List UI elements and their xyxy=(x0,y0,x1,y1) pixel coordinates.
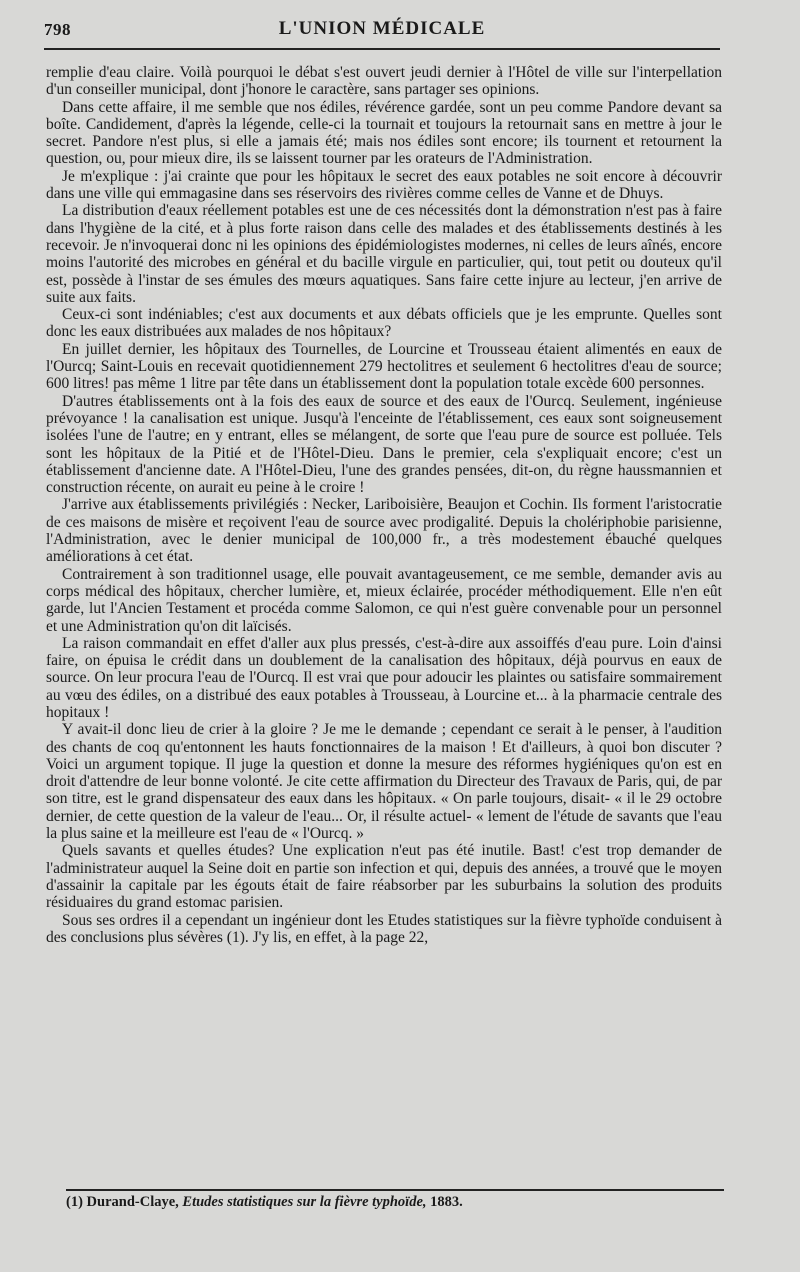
page-number: 798 xyxy=(44,20,71,39)
footnote-marker: (1) xyxy=(66,1194,83,1210)
footnote-author: Durand-Claye, xyxy=(86,1194,179,1210)
paragraph: Je m'explique : j'ai crainte que pour les hôpitaux le secret des eaux potables ne soit encore à découvrir dans une ville qui emmagasine dans ses réservoirs des rivières comme celles de Vanne et de Dhuys. xyxy=(46,167,722,203)
footnote xyxy=(66,1194,726,1211)
paragraph: Sous ses ordres il a cependant un ingénieur dont les Etudes statistiques sur la fièvre typhoïde conduisent à des conclusions plus sévères (1). J'y lis, en effet, à la page 22, xyxy=(46,911,722,946)
paragraph: Dans cette affaire, il me semble que nos édiles, révérence gardée, sont un peu comme Pandore devant sa boîte. Candidement, d'après la légende, celle-ci la tournait et toujours la retournait sans en mettre à jour le secret. Pandore n'est plus, si elle a jamais été; mais nos édiles sont encore; ils tournent et retournent la question, ou, pour mieux dire, ils se laissent tourner par les orateurs de l'Administration. xyxy=(46,98,722,168)
header-rule xyxy=(44,48,720,50)
page-header xyxy=(44,16,720,46)
footnote-title: Etudes statistiques sur la fièvre typhoïde, xyxy=(182,1194,427,1210)
paragraph: Ceux-ci sont indéniables; c'est aux documents et aux débats officiels que je les emprunte. Quelles sont donc les eaux distribuées aux malades de nos hôpitaux? xyxy=(46,306,722,341)
footnote-rule xyxy=(66,1189,724,1191)
paragraph: La raison commandait en effet d'aller aux plus pressés, c'est-à-dire aux assoiffés d'eau pure. Loin d'ainsi faire, on épuisa le crédit dans un doublement de la canalisation des hôpitaux, déjà pourvus en eaux de source. On leur procura l'eau de l'Ourcq. Il est vrai que pour adoucir les plaintes ou satisfaire sommairement au vœu des édiles, on a distribué des eaux potables à Trousseau, à Lourcine et... à la pharmacie centrale des hopitaux ! xyxy=(46,634,722,721)
paragraph: En juillet dernier, les hôpitaux des Tournelles, de Lourcine et Trousseau étaient alimentés en eaux de l'Ourcq; Saint-Louis en recevait quotidiennement 279 hectolitres et seulement 6 hectolitres d'eau de source; 600 litres! pas même 1 litre par tête dans un établissement dont la population totale excède 600 personnes. xyxy=(46,340,722,393)
running-title: L'UNION MÉDICALE xyxy=(278,18,486,39)
paragraph: Quels savants et quelles études? Une explication n'eut pas été inutile. Bast! c'est trop demander de l'administrateur auquel la Seine doit en partie son infection et qui, depuis des années, a trouvé que le moyen d'assainir la capitale par les égouts était de faire réabsorber par les suburbains la solution des produits résiduaires du grand estomac parisien. xyxy=(46,842,722,912)
article-body xyxy=(46,64,722,946)
paragraph: Contrairement à son traditionnel usage, elle pouvait avantageusement, ce me semble, demander avis au corps médical des hôpitaux, chercher lumière, et, mieux éclairée, procéder méthodiquement. Elle n'en eût garde, lut l'Ancien Testament et procéda comme Salomon, ce qui n'est guère convenable pour un personnel et une Administration qu'on dit laïcisés. xyxy=(46,565,722,635)
paragraph: J'arrive aux établissements privilégiés : Necker, Lariboisière, Beaujon et Cochin. Ils forment l'aristocratie de ces maisons de misère et reçoivent l'eau de source avec prodigalité. Depuis la cholériphobie parisienne, l'Administration, avec le denier municipal de 100,000 fr., a très modestement ébauché quelques améliorations à cet état. xyxy=(46,496,722,566)
paragraph: La distribution d'eaux réellement potables est une de ces nécessités dont la démonstration n'est pas à faire dans l'hygiène de la cité, et à plus forte raison dans celle des malades et des établissements destinés à les recevoir. Je n'invoquerai donc ni les opinions des épidémiologistes modernes, ni celles de leurs aînés, encore moins l'autorité des microbes en général et du bacille virgule en particulier, qui, tout petit ou douteux qu'il est, possède à l'instar de ses émules des mœurs aquatiques. Sans faire cette injure au lecteur, j'en arrive de suite aux faits. xyxy=(46,202,722,306)
paragraph: D'autres établissements ont à la fois des eaux de source et des eaux de l'Ourcq. Seulement, ingénieuse prévoyance ! la canalisation est unique. Jusqu'à l'enceinte de l'établissement, ces eaux sont soigneusement isolées l'une de l'autre; en y entrant, elles se mélangent, de sorte que l'eau pure de source est polluée. Tels sont les hôpitaux de la Pitié et de l'Hôtel-Dieu. Dans le premier, cela s'expliquait encore; c'est un établissement d'ancienne date. A l'Hôtel-Dieu, l'une des grandes pensées, dit-on, du règne haussmannien et construction récente, on aurait eu peine à le croire ! xyxy=(46,392,722,497)
paragraph: Y avait-il donc lieu de crier à la gloire ? Je me le demande ; cependant ce serait à le penser, à l'audition des chants de coq qu'entonnent les hauts fonctionnaires de la maison ! Et d'ailleurs, à quoi bon discuter ? Voici un argument topique. Il juge la question et donne la mesure des réformes hygiéniques qu'on est en droit d'attendre de leur bonne volonté. Je cite cette affirmation du Directeur des Travaux de Paris, qui, de par son titre, est le grand dispensateur des eaux dans les hôpitaux. « On parle toujours, disait- « il le 29 octobre dernier, de cette question de la valeur de l'eau... Or, il résulte actuel- « lement de l'étude de savants que l'eau la plus saine et la meilleure est l'eau de « l'Ourcq. » xyxy=(46,721,722,843)
footnote-year: 1883. xyxy=(430,1194,463,1210)
paragraph: remplie d'eau claire. Voilà pourquoi le débat s'est ouvert jeudi dernier à l'Hôtel de ville sur l'interpellation d'un conseiller municipal, dont j'honore le caractère, sans partager ses opinions. xyxy=(46,64,722,99)
